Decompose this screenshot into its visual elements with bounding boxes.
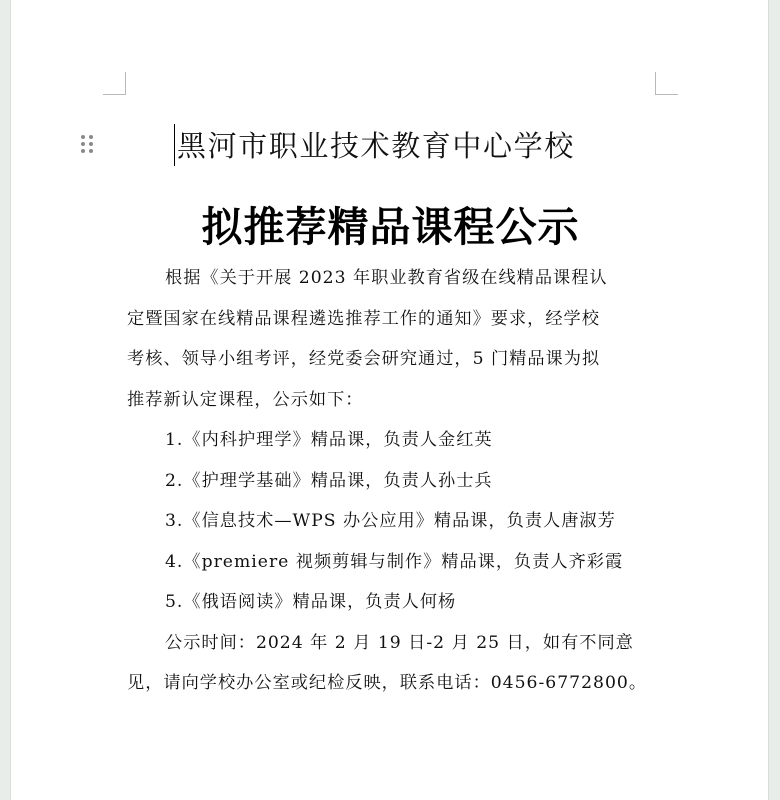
document-body[interactable] xyxy=(127,258,667,704)
course-item: 3.《信息技术—WPS 办公应用》精品课，负责人唐淑芳 xyxy=(165,511,616,531)
closing-line: 公示时间：2024 年 2 月 19 日-2 月 25 日，如有不同意 xyxy=(165,632,634,653)
intro-line: 定暨国家在线精品课程遴选推荐工作的通知》要求，经学校 xyxy=(127,308,600,329)
course-item: 1.《内科护理学》精品课，负责人金红英 xyxy=(165,430,493,450)
top-left-margin-marker xyxy=(103,72,126,95)
course-item: 2.《护理学基础》精品课，负责人孙士兵 xyxy=(165,470,493,491)
text-cursor xyxy=(174,124,175,166)
school-name-heading[interactable]: 黑河市职业技术教育中心学校 xyxy=(177,129,575,163)
course-item: 4.《premiere 视频剪辑与制作》精品课，负责人齐彩霞 xyxy=(165,551,624,572)
intro-line: 根据《关于开展 2023 年职业教育省级在线精品课程认 xyxy=(165,268,608,288)
document-title[interactable]: 拟推荐精品课程公示 xyxy=(201,203,580,251)
intro-line: 推荐新认定课程，公示如下： xyxy=(127,389,364,410)
paragraph-drag-handle-icon[interactable] xyxy=(81,135,95,153)
closing-line: 见，请向学校办公室或纪检反映，联系电话：0456-6772800。 xyxy=(127,673,648,693)
document-page[interactable] xyxy=(10,0,769,800)
intro-line: 考核、领导小组考评，经党委会研究通过，5 门精品课为拟 xyxy=(127,349,601,369)
course-item: 5.《俄语阅读》精品课，负责人何杨 xyxy=(165,592,457,612)
top-right-margin-marker xyxy=(655,72,678,95)
